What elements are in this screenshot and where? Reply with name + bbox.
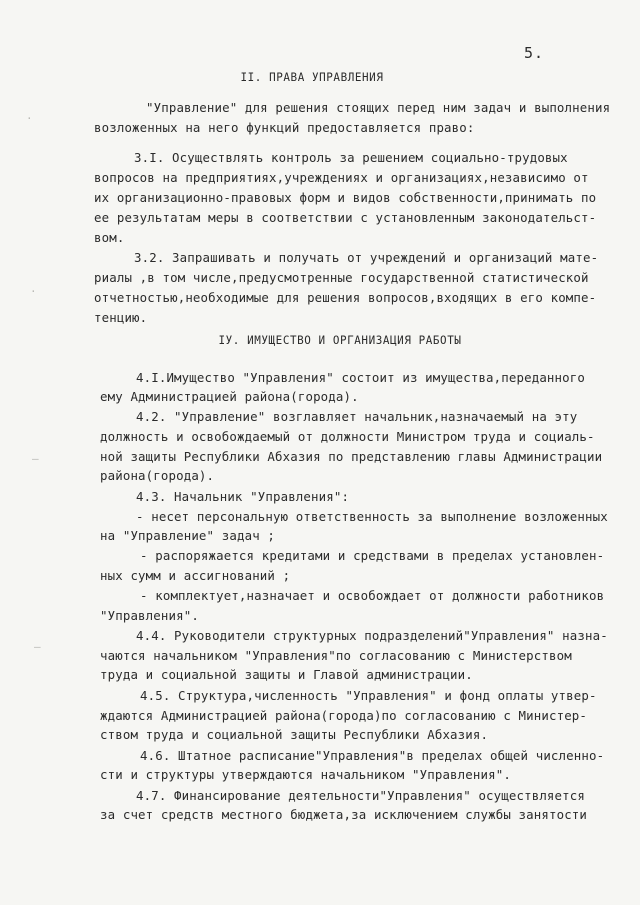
paragraph-line: за счет средств местного бюджета,за исключением службы занятости (100, 807, 588, 822)
paragraph-line: 4.7. Финансирование деятельности"Управления" осуществляется (136, 788, 585, 803)
paragraph-line: возложенных на него функций предоставляется право: (94, 120, 475, 135)
paragraph-line: труда и социальной защиты и Главой администрации. (100, 667, 473, 682)
margin-speck: – (32, 452, 39, 465)
paragraph-line: их организационно-правовых форм и видов собственности,принимать по (94, 190, 597, 205)
page-number: 5. (524, 44, 545, 62)
paragraph-line: "Управления". (100, 608, 199, 623)
paragraph-line: - комплектует,назначает и освобождает от должности работников (140, 588, 605, 603)
paragraph-line: риалы ,в том числе,предусмотренные государственной статистической (94, 270, 589, 285)
paragraph-line: сти и структуры утверждаются начальником "Управления". (100, 767, 511, 782)
margin-speck: ⋅ (30, 285, 37, 298)
section-2-heading: ІІ. ПРАВА УПРАВЛЕНИЯ (240, 70, 384, 84)
paragraph-line: 4.4. Руководители структурных подразделений"Управления" назна- (136, 628, 608, 643)
section-4-heading: IУ. ИМУЩЕСТВО И ОРГАНИЗАЦИЯ РАБОТЫ (218, 333, 462, 347)
paragraph-line: района(города). (100, 468, 215, 483)
paragraph-line: вом. (94, 230, 125, 245)
margin-speck: ⋅ (26, 112, 33, 125)
paragraph-line: 4.2. "Управление" возглавляет начальник,назначаемый на эту (136, 409, 578, 424)
paragraph-line: на "Управление" задач ; (100, 528, 276, 543)
paragraph-line: - несет персональную ответственность за выполнение возложенных (136, 509, 608, 524)
paragraph-line: ждаются Администрацией района(города)по согласованию с Министер- (100, 708, 588, 723)
paragraph-line: ством труда и социальной защиты Республики Абхазия. (100, 727, 489, 742)
paragraph-line: 4.5. Структура,численность "Управления" и фонд оплаты утвер- (140, 688, 597, 703)
paragraph-line: чаются начальником "Управления"по согласованию с Министерством (100, 648, 572, 663)
margin-speck: – (34, 640, 41, 653)
paragraph-line: отчетностью,необходимые для решения вопросов,входящих в его компе- (94, 290, 597, 305)
paragraph-line: ной защиты Республики Абхазия по представлению главы Администрации (100, 449, 603, 464)
paragraph-line: 4.I.Имущество "Управления" состоит из имущества,переданного (136, 370, 585, 385)
paragraph-line: вопросов на предприятиях,учреждениях и организациях,независимо от (94, 170, 589, 185)
paragraph-line: "Управление" для решения стоящих перед ним задач и выполнения (146, 100, 611, 115)
paragraph-line: ных сумм и ассигнований ; (100, 568, 291, 583)
paragraph-line: 3.2. Запрашивать и получать от учреждений и организаций мате- (134, 250, 599, 265)
paragraph-line: 4.3. Начальник "Управления": (136, 489, 350, 504)
paragraph-line: 3.I. Осуществлять контроль за решением социально-трудовых (134, 150, 568, 165)
paragraph-line: тенцию. (94, 310, 148, 325)
paragraph-line: ее результатам меры в соответствии с установленным законодательст- (94, 210, 597, 225)
paragraph-line: ему Администрацией района(города). (100, 389, 359, 404)
paragraph-line: - распоряжается кредитами и средствами в пределах установлен- (140, 548, 605, 563)
paragraph-line: должность и освобождаемый от должности Министром труда и социаль- (100, 429, 595, 444)
paragraph-line: 4.6. Штатное расписание"Управления"в пределах общей численно- (140, 748, 605, 763)
